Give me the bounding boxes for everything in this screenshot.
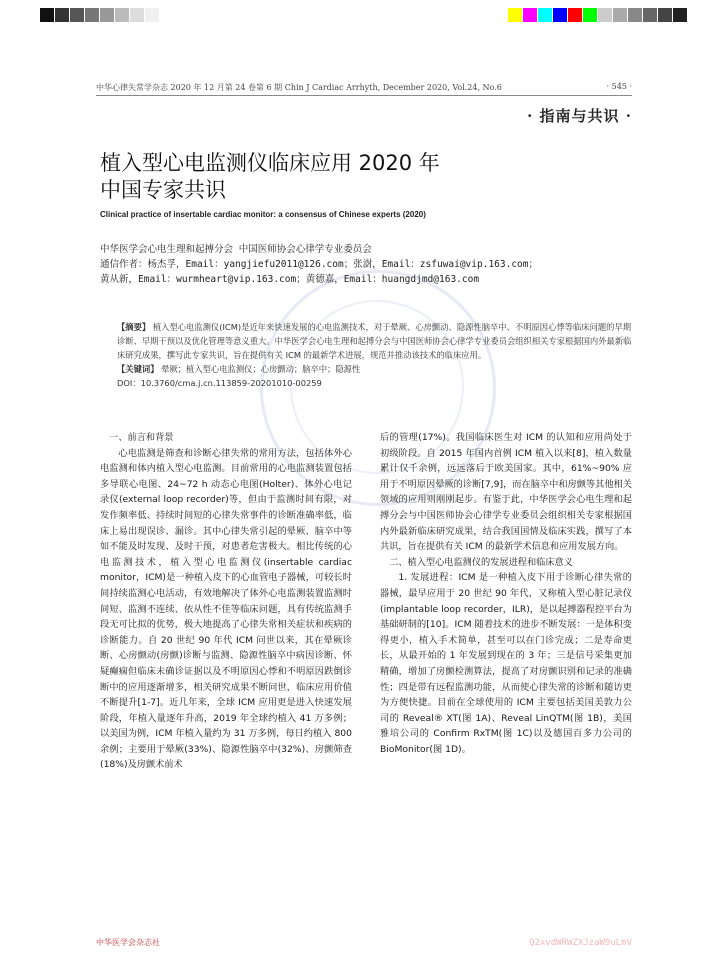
color-swatch <box>553 8 567 22</box>
abstract <box>117 320 637 390</box>
body-column-right <box>380 430 632 757</box>
tracking-code: Q2xvdWRWZXJzaW9uLmV <box>529 938 632 948</box>
printer-color-bar-left <box>40 8 160 22</box>
body-paragraph: 1. 发展进程：ICM 是一种植入皮下用于诊断心律失常的器械，最早应用于 20 世纪 90 年代，又称植入型心脏记录仪(implantable loop recorder，ILR)，是以起搏器程控平台为基础研制的[10]。ICM 随着技术的进步不断发展：一是体积变得更小，植入手术简单，甚至可以在门诊完成；二是寿命更长，从最开始的 1 年发展到现在的 3 年；三是信号采集更加精确，增加了房颤检测算法，提高了对房颤识别和记录的准确性；四是带有远程监测功能，从而使心律失常的诊断和随访更为方便快捷。目前在全球使用的 ICM 主要包括美国美敦力公司的 Reveal® XT(图 1A)、Reveal LinQTM(图 1B)，美国雅培公司的 Confirm RxTM(图 1C)以及德国百多力公司的 BioMonitor(图 1D)。 <box>380 572 632 755</box>
color-swatch <box>538 8 552 22</box>
color-swatch <box>613 8 627 22</box>
color-swatch <box>523 8 537 22</box>
color-swatch <box>115 8 129 22</box>
color-swatch <box>583 8 597 22</box>
english-title: Clinical practice of insertable cardiac monitor: a consensus of Chinese experts (2020) <box>100 210 426 219</box>
author-line-1: 中华医学会心电生理和起搏分会 中国医师协会心律学专业委员会 <box>100 244 372 255</box>
printer-color-bar-right <box>508 8 688 22</box>
color-swatch <box>658 8 672 22</box>
color-swatch <box>628 8 642 22</box>
journal-info: 中华心律失常学杂志 2020 年 12 月第 24 卷第 6 期 Chin J Cardiac Arrhyth, December 2020, Vol.24, No.6 <box>96 83 502 92</box>
keywords-label: 【关键词】 <box>117 364 159 374</box>
author-line-3: 黄从新，Email：wurmheart@vip.163.com；黄德嘉，Email：huangdjmd@163.com <box>100 274 480 285</box>
color-swatch <box>145 8 159 22</box>
header-rule <box>96 95 632 96</box>
color-swatch <box>55 8 69 22</box>
title-line-1: 植入型心电监测仪临床应用 2020 年 <box>100 151 440 175</box>
keywords-text: 晕厥；植入型心电监测仪；心房颤动；脑卒中；隐源性 <box>161 364 361 374</box>
color-swatch <box>643 8 657 22</box>
body-column-left <box>100 430 352 773</box>
publisher-logo-text: 中华医学会杂志社 <box>96 938 160 947</box>
color-swatch <box>130 8 144 22</box>
color-swatch <box>568 8 582 22</box>
abstract-text: 植入型心电监测仪(ICM)是近年来快速发展的心电监测技术，对于晕厥、心房颤动、隐源性脑卒中、不明原因心悸等临床问题的早期诊断、早期干预以及优化管理等意义重大。中华医学会心电生理和起搏分会与中国医师协会心律学专业委员会组织相关专家根据国内外最新临床研究成果，撰写此专家共识，旨在提供有关 ICM 的最新学术进展，规范并推动该技术的临床应用。 <box>117 322 632 360</box>
title-line-2: 中国专家共识 <box>100 178 226 202</box>
page-number: · 545 · <box>606 82 632 91</box>
color-swatch <box>508 8 522 22</box>
color-swatch <box>598 8 612 22</box>
doi: DOI：10.3760/cma.j.cn.113859-20201010-00259 <box>117 378 322 388</box>
abstract-label: 【摘要】 <box>117 322 151 332</box>
color-swatch <box>673 8 687 22</box>
running-header <box>96 82 632 93</box>
body-paragraph: 后的管理(17%)。我国临床医生对 ICM 的认知和应用尚处于初级阶段。自 2015 年国内首例 ICM 植入以来[8]，植入数量累计仅千余例，远远落后于欧美国家。其中，61%~90% 应用于不明原因晕厥的诊断[7,9]，而在脑卒中和房颤等其他相关领域的应用则刚刚起步。有鉴于此，中华医学会心电生理和起搏分会与中国医师协会心律学专业委员会组织相关专家根据国内外最新临床研究成果，结合我国国情及临床实践，撰写了本共识，旨在提供有关 ICM 的最新学术信息和应用发展方向。 <box>380 432 632 553</box>
section-heading: 一、前言和背景 <box>109 432 174 443</box>
article-title <box>100 150 600 204</box>
color-swatch <box>85 8 99 22</box>
author-line-2: 通信作者：杨杰孚，Email：yangjiefu2011@126.com；张澍，Email：zsfuwai@vip.163.com； <box>100 259 538 270</box>
section-heading: 二、植入型心电监测仪的发展进程和临床意义 <box>389 556 573 568</box>
color-swatch <box>40 8 54 22</box>
body-paragraph: 心电监测是筛查和诊断心律失常的常用方法，包括体外心电监测和体内植入型心电监测。目前常用的心电监测装置包括多导联心电图、24~72 h 动态心电图(Holter)、体外心电记录仪(external loop recorder)等，但由于监测时间有限，对发作频率低、持续时间短的心律失常事件的诊断准确率低，临床上易出现误诊、漏诊。其中心律失常引起的晕厥、脑卒中等如不能及时发现、及时干预，对患者危害极大。相比传统的心电监测技术，植入型心电监测仪(insertable cardiac monitor，ICM)是一种植入皮下的心血管电子器械，可较长时间持续监测心电活动，有效地解决了体外心电监测装置监测时间短、监测不连续、依从性不佳等临床问题，具有传统监测手段无可比拟的优势，极大地提高了心律失常相关症状和疾病的诊断能力。自 20 世纪 90 年代 ICM 问世以来，其在晕厥诊断、心房颤动(房颤)诊断与监测、隐源性脑卒中病因诊断、怀疑癫痫但临床未确诊证据以及不明原因心悸和不明原因跌倒诊断中的应用逐渐增多，相关研究成果不断问世，临床应用价值不断提升[1-7]。近几年来，全球 ICM 应用更是进入快速发展阶段，年植入量逐年升高，2019 年全球约植入 41 万多例；以美国为例，ICM 年植入量约为 31 万多例，每日约植入 800 余例；主要用于晕厥(33%)、隐源性脑卒中(32%)、房颤筛查(18%)及房颤术前术 <box>100 447 352 771</box>
color-swatch <box>100 8 114 22</box>
column-label: · 指南与共识 · <box>527 107 632 125</box>
color-swatch <box>70 8 84 22</box>
